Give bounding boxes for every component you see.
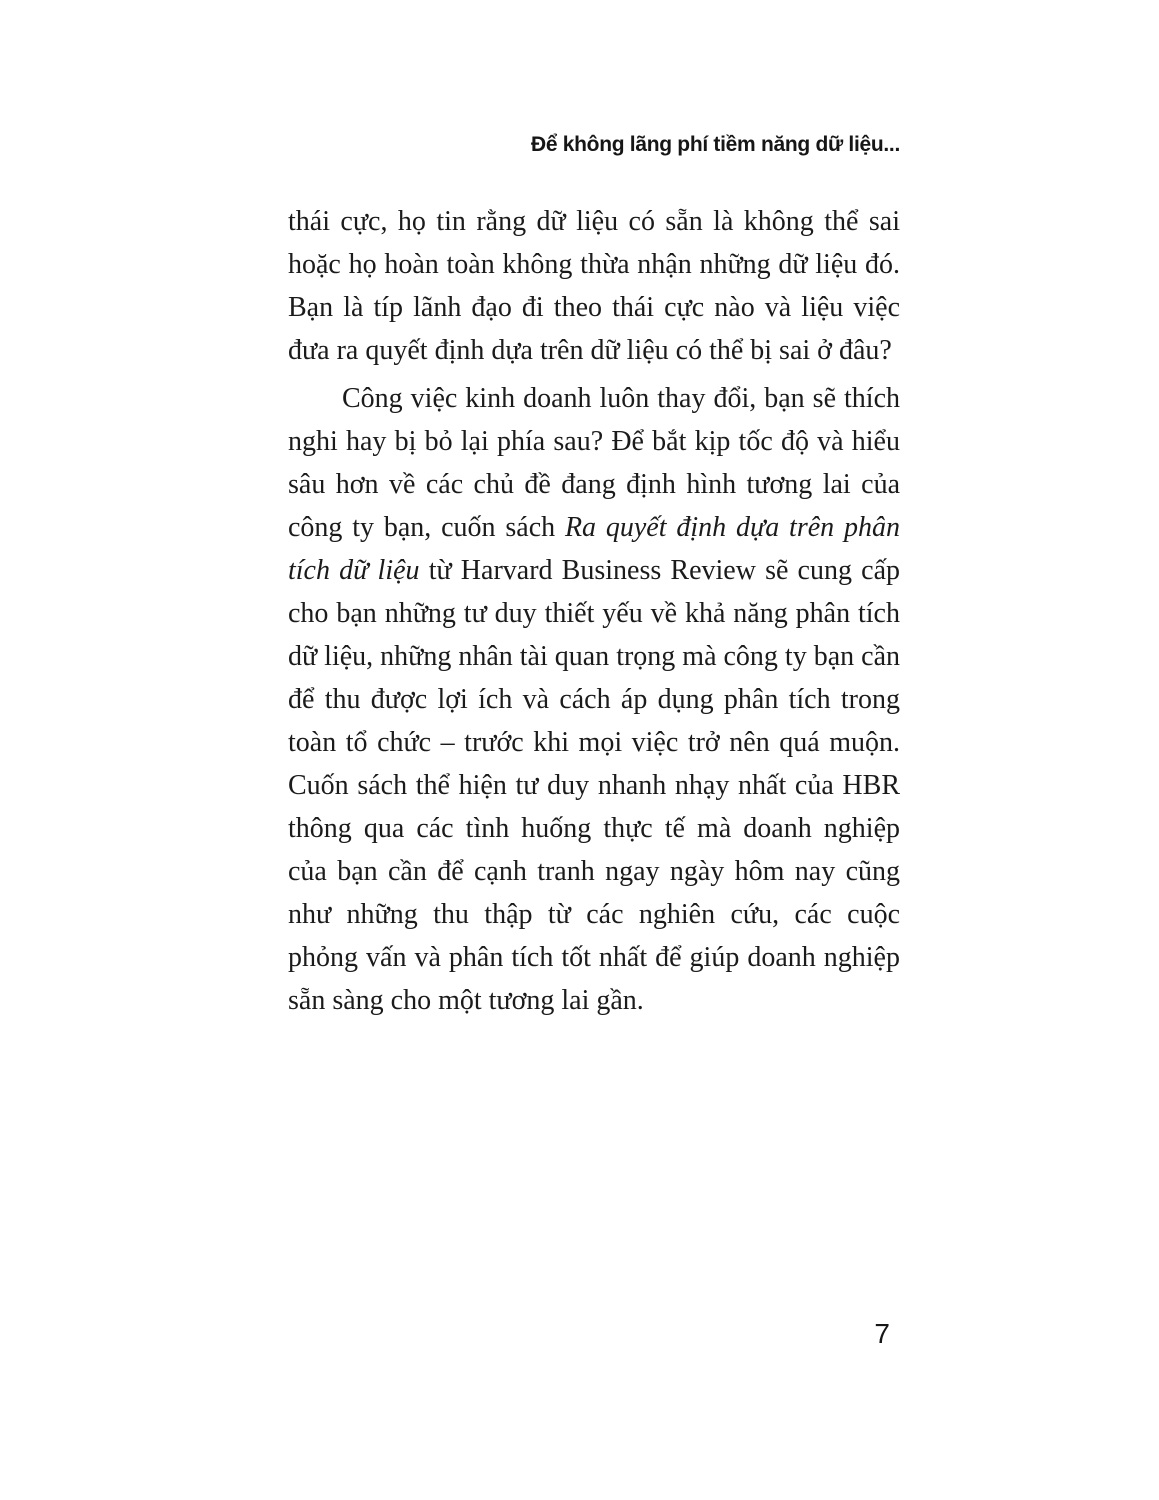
paragraph-text: từ Harvard Business Review sẽ cung cấp cho bạn những tư duy thiết yếu về khả năng phân tích dữ liệu, những nhân tài quan trọng mà công ty bạn cần để thu được lợi ích và cách áp dụng phân tích trong toàn tổ chức – trước khi mọi việc trở nên quá muộn. Cuốn sách thể hiện tư duy nhanh nhạy nhất của HBR thông qua các tình huống thực tế mà doanh nghiệp của bạn cần để cạnh tranh ngay ngày hôm nay cũng như những thu thập từ các nghiên cứu, các cuộc phỏng vấn và phân tích tốt nhất để giúp doanh nghiệp sẵn sàng cho một tương lai gần. bbox=[288, 555, 900, 1016]
paragraph bbox=[288, 377, 900, 1022]
page-number: 7 bbox=[874, 1318, 890, 1349]
paragraph: thái cực, họ tin rằng dữ liệu có sẵn là không thể sai hoặc họ hoàn toàn không thừa nhận những dữ liệu đó. Bạn là típ lãnh đạo đi theo thái cực nào và liệu việc đưa ra quyết định dựa trên dữ liệu có thể bị sai ở đâu? bbox=[288, 206, 900, 366]
book-title-italic: Ra quyết định dựa trên phân tích dữ liệu bbox=[288, 512, 900, 586]
running-header: Để không lãng phí tiềm năng dữ liệu... bbox=[531, 133, 900, 156]
paragraph-text: Công việc kinh doanh luôn thay đổi, bạn sẽ thích nghi hay bị bỏ lại phía sau? Để bắt kịp tốc độ và hiểu sâu hơn về các chủ đề đang định hình tương lai của công ty bạn, cuốn sách bbox=[288, 383, 900, 543]
page-content bbox=[288, 200, 900, 1022]
